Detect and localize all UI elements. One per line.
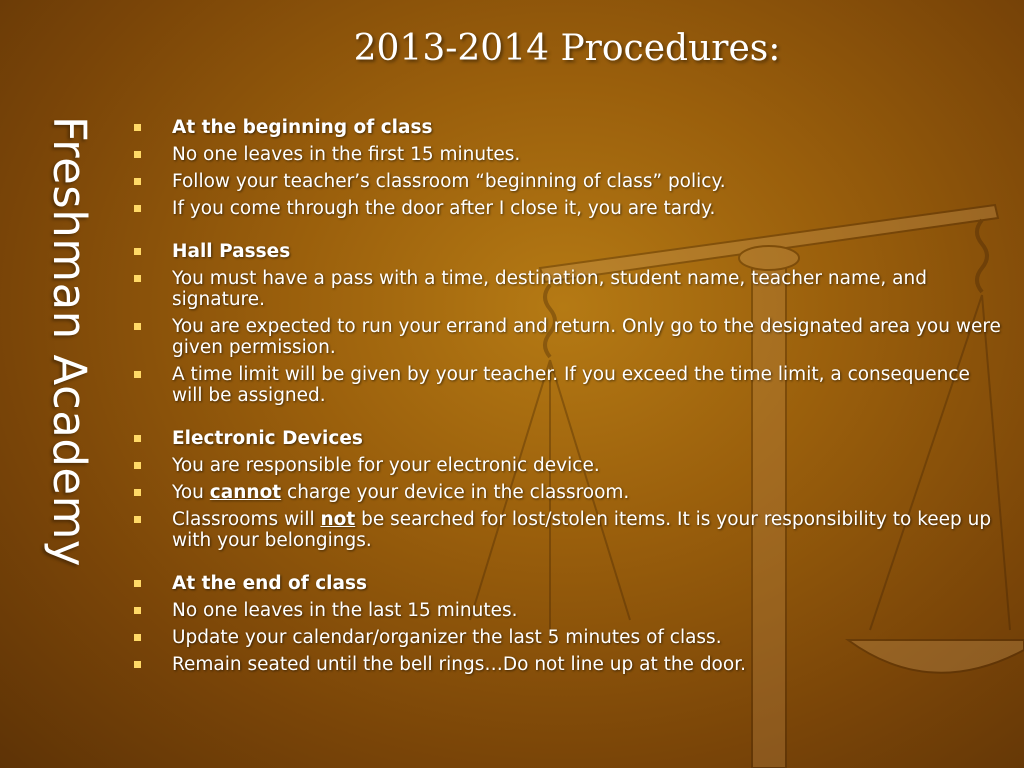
- section-heading: At the end of class: [172, 573, 368, 594]
- square-bullet-icon: [134, 435, 141, 442]
- section-heading: Electronic Devices: [172, 428, 363, 449]
- square-bullet-icon: [134, 248, 141, 255]
- item-text-before: You: [172, 482, 210, 503]
- square-bullet-icon: [134, 634, 141, 641]
- item-text: No one leaves in the last 15 minutes.: [172, 600, 518, 621]
- slide-title: 2013-2014 Procedures:: [353, 28, 781, 69]
- list-item: [131, 455, 1001, 476]
- item-text: You are responsible for your electronic device.: [172, 455, 600, 476]
- list-item: [131, 654, 1001, 675]
- section-heading: At the beginning of class: [172, 117, 433, 138]
- item-text-after: charge your device in the classroom.: [281, 482, 630, 503]
- list-item: [131, 268, 1001, 310]
- section-hall-passes: [131, 241, 1001, 406]
- square-bullet-icon: [134, 124, 141, 131]
- list-item: [131, 144, 1001, 165]
- item-text: You are expected to run your errand and return. Only go to the designated area you were given permission.: [172, 316, 1001, 358]
- item-text: Follow your teacher’s classroom “beginning of class” policy.: [172, 171, 726, 192]
- section-end-of-class: [131, 573, 1001, 675]
- item-text: Update your calendar/organizer the last 5 minutes of class.: [172, 627, 722, 648]
- square-bullet-icon: [134, 489, 141, 496]
- square-bullet-icon: [134, 462, 141, 469]
- list-item: [131, 241, 1001, 262]
- section-heading: Hall Passes: [172, 241, 291, 262]
- list-item: [131, 171, 1001, 192]
- item-text-after: be searched for lost/stolen items. It is your responsibility to keep up with your belongings.: [172, 509, 992, 551]
- square-bullet-icon: [134, 178, 141, 185]
- item-text: You must have a pass with a time, destination, student name, teacher name, and signature.: [172, 268, 927, 310]
- section-electronic-devices: [131, 428, 1001, 551]
- list-item: [131, 198, 1001, 219]
- square-bullet-icon: [134, 151, 141, 158]
- square-bullet-icon: [134, 516, 141, 523]
- square-bullet-icon: [134, 580, 141, 587]
- emphasized-word: not: [320, 509, 356, 530]
- item-text: A time limit will be given by your teacher. If you exceed the time limit, a consequence will be assigned.: [172, 364, 970, 406]
- section-beginning-of-class: [131, 117, 1001, 219]
- list-item: [131, 509, 1001, 551]
- square-bullet-icon: [134, 661, 141, 668]
- list-item: [131, 316, 1001, 358]
- list-item: [131, 428, 1001, 449]
- procedures-list: [131, 117, 1001, 697]
- list-item: [131, 364, 1001, 406]
- list-item: [131, 117, 1001, 138]
- square-bullet-icon: [134, 371, 141, 378]
- item-text-before: Classrooms will: [172, 509, 321, 530]
- square-bullet-icon: [134, 323, 141, 330]
- square-bullet-icon: [134, 275, 141, 282]
- square-bullet-icon: [134, 607, 141, 614]
- side-title: Freshman Academy: [43, 116, 96, 568]
- item-text: No one leaves in the first 15 minutes.: [172, 144, 521, 165]
- item-text: Remain seated until the bell rings…Do not line up at the door.: [172, 654, 746, 675]
- list-item: [131, 573, 1001, 594]
- list-item: [131, 600, 1001, 621]
- emphasized-word: cannot: [209, 482, 282, 503]
- square-bullet-icon: [134, 205, 141, 212]
- item-text: If you come through the door after I close it, you are tardy.: [172, 198, 716, 219]
- list-item: [131, 627, 1001, 648]
- list-item: [131, 482, 1001, 503]
